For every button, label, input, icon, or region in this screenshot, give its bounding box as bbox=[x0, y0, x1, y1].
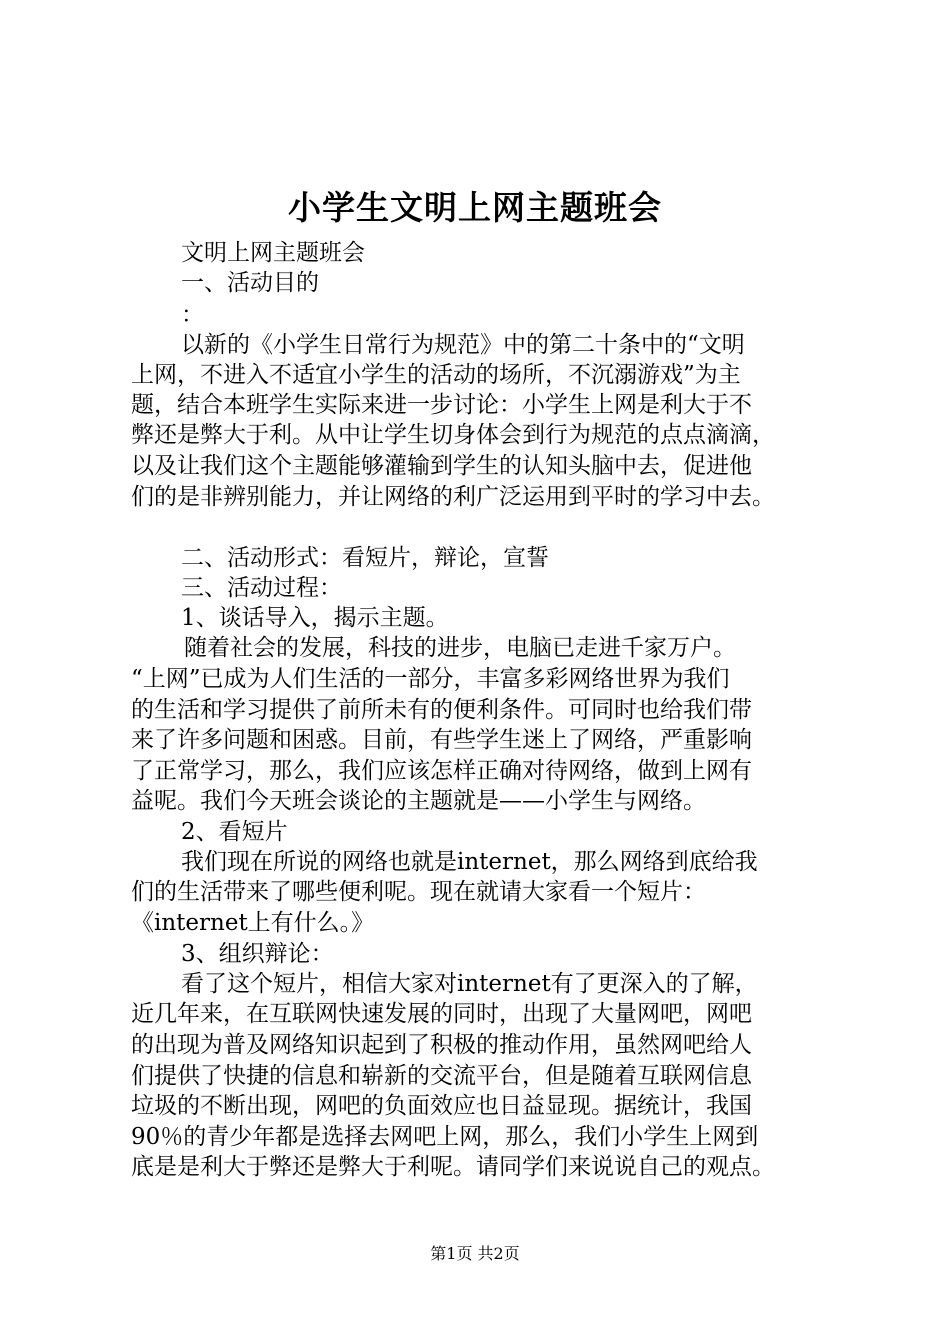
paragraph-line: 我们现在所说的网络也就是internet，那么网络到底给我 bbox=[181, 849, 758, 875]
paragraph-line: 《internet上有什么。》 bbox=[131, 910, 375, 936]
paragraph-line: 以新的《小学生日常行为规范》中的第二十条中的“文明 bbox=[181, 332, 745, 358]
section-heading: 一、活动目的 bbox=[181, 270, 319, 296]
subsection-heading: 3、组织辩论： bbox=[181, 941, 334, 967]
paragraph-line: 们的是非辨别能力，并让网络的利广泛运用到平时的学习中去。 bbox=[131, 484, 775, 510]
paragraph-line: 的生活和学习提供了前所未有的便利条件。可同时也给我们带 bbox=[131, 697, 752, 723]
subsection-heading: 1、谈话导入，揭示主题。 bbox=[181, 605, 449, 631]
paragraph-line: 近几年来，在互联网快速发展的同时，出现了大量网吧，网吧 bbox=[131, 1001, 752, 1027]
paragraph-line: 90％的青少年都是选择去网吧上网，那么，我们小学生上网到 bbox=[131, 1124, 759, 1150]
section-heading: 三、活动过程： bbox=[181, 575, 342, 601]
paragraph-line: 们的生活带来了哪些便利呢。现在就请大家看一个短片： bbox=[131, 879, 706, 905]
paragraph-line: 随着社会的发展，科技的进步，电脑已走进千家万户。 bbox=[184, 635, 736, 661]
section-heading: 二、活动形式：看短片，辩论，宣誓 bbox=[181, 545, 549, 571]
paragraph-line: 益呢。我们今天班会谈论的主题就是——小学生与网络。 bbox=[131, 788, 706, 814]
paragraph-line: 上网，不进入不适宜小学生的活动的场所，不沉溺游戏”为主 bbox=[131, 362, 741, 388]
subsection-heading: 2、看短片 bbox=[181, 819, 288, 845]
paragraph-line: 弊还是弊大于利。从中让学生切身体会到行为规范的点点滴滴， bbox=[131, 422, 775, 448]
paragraph-line: 底是是利大于弊还是弊大于利呢。请同学们来说说自己的观点。 bbox=[131, 1154, 775, 1180]
paragraph-line: 垃圾的不断出现，网吧的负面效应也日益显现。据统计，我国 bbox=[131, 1093, 752, 1119]
paragraph-line: 看了这个短片，相信大家对internet有了更深入的了解， bbox=[181, 971, 758, 997]
paragraph-line: 文明上网主题班会 bbox=[181, 240, 365, 266]
page-number-footer: 第1页 共2页 bbox=[430, 1244, 520, 1263]
paragraph-line: 们提供了快捷的信息和崭新的交流平台，但是随着互联网信息 bbox=[131, 1063, 752, 1089]
paragraph-line: 以及让我们这个主题能够灌输到学生的认知头脑中去，促进他 bbox=[131, 453, 752, 479]
paragraph-line: 题，结合本班学生实际来进一步讨论：小学生上网是利大于不 bbox=[131, 392, 752, 418]
paragraph-line: ： bbox=[181, 302, 204, 328]
paragraph-line: 来了许多问题和困惑。目前，有些学生迷上了网络，严重影响 bbox=[131, 727, 752, 753]
paragraph-line: 的出现为普及网络知识起到了积极的推动作用，虽然网吧给人 bbox=[131, 1032, 752, 1058]
document-title: 小学生文明上网主题班会 bbox=[288, 188, 662, 227]
paragraph-line: 了正常学习，那么，我们应该怎样正确对待网络，做到上网有 bbox=[131, 758, 752, 784]
paragraph-line: “上网”已成为人们生活的一部分，丰富多彩网络世界为我们 bbox=[131, 666, 730, 692]
